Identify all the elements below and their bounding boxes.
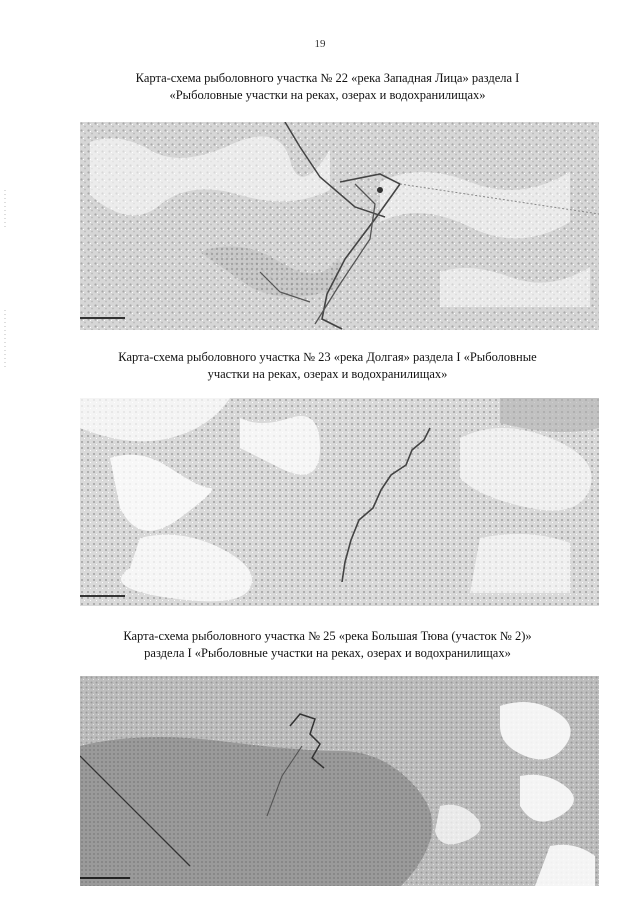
fishing-area-map-22 [80,122,599,330]
page-number: 19 [314,38,326,50]
caption-line: раздела I «Рыболовные участки на реках, озерах и водохранилищах» [144,646,511,660]
map-caption-23 [60,349,595,383]
map-caption-22 [60,70,595,104]
caption-line: Карта-схема рыболовного участка № 22 «река Западная Лица» раздела I [135,71,520,85]
caption-line: Карта-схема рыболовного участка № 25 «река Большая Тюва (участок № 2)» [123,629,532,643]
map-caption-25 [60,628,595,662]
caption-line: Карта-схема рыболовного участка № 23 «река Долгая» раздела I «Рыболовные [118,350,537,364]
caption-line: участки на реках, озерах и водохранилищах» [207,367,448,381]
fishing-area-map-25 [80,676,599,886]
caption-line: «Рыболовные участки на реках, озерах и водохранилищах» [169,88,486,102]
fishing-area-map-23 [80,398,599,606]
scan-edge-marks [4,190,7,370]
